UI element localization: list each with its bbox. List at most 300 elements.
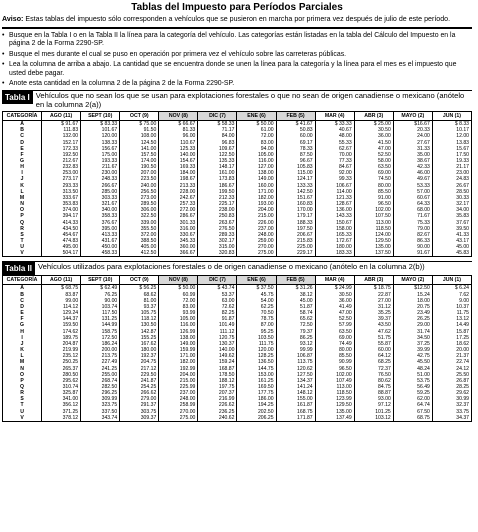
tax-amount-cell: 82.67 (393, 232, 432, 238)
tax-amount-cell: 227.49 (81, 359, 120, 365)
tax-amount-cell: 237.00 (237, 226, 276, 232)
tax-amount-cell: 226.00 (237, 220, 276, 226)
tax-amount-cell: 83.00 (237, 140, 276, 146)
tax-amount-cell: 171.00 (159, 353, 198, 359)
tax-amount-cell: 22.87 (354, 292, 393, 298)
tax-amount-cell: 45.00 (276, 298, 315, 304)
tax-amount-cell: 248.33 (81, 176, 120, 182)
tax-amount-cell: 40.67 (315, 127, 354, 133)
tax-amount-cell: 96.83 (198, 140, 237, 146)
tax-amount-cell: 255.00 (81, 372, 120, 378)
tax-amount-cell: 315.00 (198, 244, 237, 250)
tax-amount-cell: 105.83 (276, 164, 315, 170)
tax-amount-cell: 371.25 (42, 409, 81, 415)
tax-amount-cell: 225.00 (276, 244, 315, 250)
column-header-month: MAYO (2) (393, 276, 432, 285)
tax-amount-cell: 30.33 (432, 195, 471, 201)
tax-amount-cell: 188.33 (276, 220, 315, 226)
category-cell: H (3, 329, 42, 335)
tax-amount-cell: 133.33 (276, 183, 315, 189)
tax-amount-cell: 113.00 (315, 384, 354, 390)
tax-amount-cell: 99.99 (276, 347, 315, 353)
category-cell: U (3, 409, 42, 415)
tax-amount-cell: 88.87 (354, 390, 393, 396)
tax-amount-cell: 431.67 (81, 238, 120, 244)
tax-amount-cell: 101.25 (354, 409, 393, 415)
tax-amount-cell: 36.00 (354, 133, 393, 139)
tax-amount-cell: 254.25 (120, 384, 159, 390)
tax-amount-cell: 137.49 (315, 415, 354, 422)
category-cell: N (3, 201, 42, 207)
tax-amount-cell: 25.50 (432, 372, 471, 378)
tax-amount-cell: 53.37 (198, 292, 237, 298)
tax-amount-cell: 190.50 (120, 164, 159, 170)
column-header-month: NOV (8) (159, 112, 198, 121)
column-header-category: CATEGORÍA (3, 276, 42, 285)
column-header-month: SEPT (10) (81, 112, 120, 121)
tax-amount-cell: 189.75 (42, 335, 81, 341)
tax-amount-cell: 101.67 (81, 127, 120, 133)
category-cell: D (3, 304, 42, 310)
tax-amount-cell: 31.33 (393, 146, 432, 152)
tabla1-table (2, 111, 472, 257)
tax-amount-cell: 63.50 (354, 164, 393, 170)
tax-amount-cell: 495.00 (42, 244, 81, 250)
divider (2, 27, 472, 29)
tax-amount-cell: 35.00 (393, 152, 432, 158)
tax-amount-cell: 259.00 (237, 238, 276, 244)
tax-amount-cell: 65.62 (276, 316, 315, 322)
column-header-month: ABR (3) (354, 112, 393, 121)
tax-amount-cell: 279.00 (120, 396, 159, 402)
tax-amount-cell: 15.67 (432, 146, 471, 152)
tax-amount-cell: 405.00 (120, 244, 159, 250)
table-row (3, 250, 472, 257)
tax-amount-cell: 43.17 (432, 238, 471, 244)
tax-amount-cell: 53.33 (393, 183, 432, 189)
tax-amount-cell: 295.62 (42, 378, 81, 384)
column-header-month: MAR (4) (315, 112, 354, 121)
tax-amount-cell: 154.67 (159, 158, 198, 164)
tax-amount-cell: 12.00 (432, 133, 471, 139)
tax-amount-cell: 171.00 (237, 189, 276, 195)
tax-amount-cell: 55.33 (315, 140, 354, 146)
tax-amount-cell: 256.50 (120, 189, 159, 195)
tax-amount-cell: 197.75 (198, 384, 237, 390)
category-cell: V (3, 250, 42, 257)
tax-amount-cell: 70.00 (315, 152, 354, 158)
tax-amount-cell: 26.67 (432, 183, 471, 189)
tax-amount-cell: 68.75 (393, 415, 432, 422)
tax-amount-cell: 62.67 (315, 146, 354, 152)
tax-amount-cell: 434.50 (42, 226, 81, 232)
category-cell: A (3, 121, 42, 128)
tax-amount-cell: 174.62 (42, 329, 81, 335)
tax-amount-cell: 241.87 (120, 378, 159, 384)
tax-amount-cell: 105.75 (120, 310, 159, 316)
tax-amount-cell: 150.67 (315, 220, 354, 226)
tax-amount-cell: 85.50 (354, 189, 393, 195)
tax-amount-cell: $ 6.24 (432, 285, 471, 292)
tax-amount-cell: 10.17 (432, 127, 471, 133)
tax-amount-cell: 395.00 (81, 226, 120, 232)
table-row (3, 415, 472, 422)
tax-amount-cell: 206.67 (276, 232, 315, 238)
tax-amount-cell: 339.00 (120, 220, 159, 226)
tax-amount-cell: 159.24 (198, 359, 237, 365)
tax-amount-cell: 103.74 (81, 304, 120, 310)
tax-amount-cell: 91.67 (393, 250, 432, 257)
tax-amount-cell: 248.00 (237, 232, 276, 238)
tax-amount-cell: 199.50 (198, 189, 237, 195)
tabla2-table (2, 275, 472, 421)
tax-amount-cell: 143.33 (315, 213, 354, 219)
tax-amount-cell: 32.17 (432, 201, 471, 207)
table-row (3, 285, 472, 292)
tax-amount-cell: 169.50 (237, 384, 276, 390)
category-cell: I (3, 335, 42, 341)
tax-amount-cell: 153.00 (237, 372, 276, 378)
tax-amount-cell: 250.25 (42, 359, 81, 365)
tax-amount-cell: $ 75.00 (120, 121, 159, 128)
tax-amount-cell: 128.25 (237, 353, 276, 359)
category-cell: F (3, 316, 42, 322)
tax-amount-cell: 78.33 (276, 146, 315, 152)
tax-amount-cell: 165.33 (315, 232, 354, 238)
tax-amount-cell: 137.50 (354, 250, 393, 257)
tax-amount-cell: 230.00 (81, 170, 120, 176)
tax-amount-cell: $ 43.74 (198, 285, 237, 292)
tax-amount-cell: 159.50 (42, 322, 81, 328)
tax-amount-cell: 341.00 (42, 396, 81, 402)
tax-amount-cell: 135.00 (315, 409, 354, 415)
tax-amount-cell: 120.00 (237, 347, 276, 353)
tax-amount-cell: 94.00 (237, 146, 276, 152)
tax-amount-cell: 57.00 (393, 189, 432, 195)
tax-amount-cell: 20.33 (393, 127, 432, 133)
tax-amount-cell: 118.50 (315, 390, 354, 396)
tax-amount-cell: 26.87 (432, 378, 471, 384)
tax-amount-cell: 60.67 (393, 195, 432, 201)
tax-amount-cell: 69.00 (354, 170, 393, 176)
tax-amount-cell: 320.83 (198, 250, 237, 257)
tax-amount-cell: 22.74 (432, 359, 471, 365)
tax-amount-cell: 204.87 (42, 341, 81, 347)
tax-amount-cell: 124.17 (276, 176, 315, 182)
tax-amount-cell: 49.67 (393, 176, 432, 182)
tax-amount-cell: 192.37 (120, 353, 159, 359)
tax-amount-cell: 179.17 (276, 213, 315, 219)
tax-amount-cell: 93.99 (159, 310, 198, 316)
tax-amount-cell: 192.99 (159, 366, 198, 372)
column-header-month: NOV (8) (159, 276, 198, 285)
tax-amount-cell: 360.00 (159, 244, 198, 250)
tax-amount-cell: 144.75 (237, 366, 276, 372)
category-cell: G (3, 158, 42, 164)
tax-amount-cell: 204.00 (237, 207, 276, 213)
category-cell: U (3, 244, 42, 250)
tax-amount-cell: 504.17 (42, 250, 81, 257)
tax-amount-cell: 121.33 (315, 195, 354, 201)
tax-amount-cell: $ 31.26 (276, 285, 315, 292)
tax-amount-cell: 30.50 (315, 292, 354, 298)
tax-amount-cell: 184.00 (159, 170, 198, 176)
tabla2-header (2, 261, 472, 275)
tax-amount-cell: 204.75 (120, 359, 159, 365)
tax-amount-cell: 13.12 (432, 316, 471, 322)
tax-amount-cell: 356.12 (42, 402, 81, 408)
tax-amount-cell: 394.17 (42, 213, 81, 219)
tax-amount-cell: 376.67 (81, 220, 120, 226)
tax-amount-cell: 212.67 (42, 158, 81, 164)
tax-amount-cell: $ 68.75 (42, 285, 81, 292)
column-header-month: ENE (6) (237, 276, 276, 285)
tax-amount-cell: 91.50 (120, 127, 159, 133)
tax-amount-cell: 96.00 (159, 133, 198, 139)
tax-amount-cell: 174.00 (120, 158, 159, 164)
table-header-row (3, 112, 472, 121)
tax-amount-cell: 250.83 (198, 213, 237, 219)
tax-amount-cell: 117.50 (81, 310, 120, 316)
tax-amount-cell: 87.50 (276, 152, 315, 158)
column-header-month: DIC (7) (198, 112, 237, 121)
tax-amount-cell: 136.00 (315, 207, 354, 213)
tax-amount-cell: 330.67 (159, 232, 198, 238)
column-header-month: FEB (5) (276, 276, 315, 285)
tax-amount-cell: 101.49 (198, 322, 237, 328)
tax-amount-cell: 140.00 (159, 152, 198, 158)
tax-amount-cell: 105.00 (237, 152, 276, 158)
tax-amount-cell: 225.17 (198, 201, 237, 207)
tax-amount-cell: 102.00 (354, 207, 393, 213)
tax-amount-cell: 79.37 (276, 329, 315, 335)
tax-amount-cell: 270.00 (159, 409, 198, 415)
tax-amount-cell: 47.62 (354, 329, 393, 335)
tax-amount-cell: 388.50 (120, 238, 159, 244)
tax-amount-cell: 42.33 (393, 164, 432, 170)
tax-amount-cell: 72.62 (198, 304, 237, 310)
tax-amount-cell: 131.25 (81, 316, 120, 322)
tax-amount-cell: 52.50 (354, 152, 393, 158)
tax-amount-cell: 289.50 (120, 201, 159, 207)
notice-lead: Aviso: (2, 15, 24, 23)
tax-amount-cell: 130.50 (120, 322, 159, 328)
tax-amount-cell: 116.00 (237, 158, 276, 164)
category-cell: V (3, 415, 42, 422)
tax-amount-cell: 289.33 (198, 232, 237, 238)
tax-amount-cell: 151.67 (276, 195, 315, 201)
tax-amount-cell: 79.00 (393, 226, 432, 232)
category-cell: O (3, 207, 42, 213)
tax-amount-cell: 213.75 (81, 353, 120, 359)
column-header-month: OCT (9) (120, 112, 159, 121)
tax-amount-cell: 27.00 (354, 298, 393, 304)
tax-amount-cell: 81.33 (159, 127, 198, 133)
column-header-month: ABR (3) (354, 276, 393, 285)
tax-amount-cell: 175.00 (81, 152, 120, 158)
tax-amount-cell: 106.87 (276, 353, 315, 359)
tax-amount-cell: 138.33 (81, 140, 120, 146)
tax-amount-cell: 96.67 (276, 158, 315, 164)
page-title: Tablas del Impuesto para Períodos Parciales (131, 2, 343, 13)
tax-amount-cell: 80.62 (354, 378, 393, 384)
tax-amount-cell: 323.75 (81, 402, 120, 408)
tax-amount-cell: 156.67 (81, 146, 120, 152)
column-header-month: ENE (6) (237, 112, 276, 121)
column-header-month: OCT (9) (120, 276, 159, 285)
tax-amount-cell: 57.99 (315, 322, 354, 328)
tax-amount-cell: 135.00 (354, 244, 393, 250)
tax-amount-cell: 270.00 (237, 244, 276, 250)
tax-amount-cell: 366.67 (159, 250, 198, 257)
tax-amount-cell: 158.00 (315, 226, 354, 232)
tax-amount-cell: 268.74 (81, 378, 120, 384)
column-header-month: MAYO (2) (393, 112, 432, 121)
tax-amount-cell: $ 33.33 (315, 121, 354, 128)
tax-amount-cell: 309.99 (81, 396, 120, 402)
category-cell: T (3, 238, 42, 244)
tax-amount-cell: 51.87 (276, 304, 315, 310)
tax-amount-cell: 138.00 (159, 335, 198, 341)
tax-amount-cell: 333.67 (42, 195, 81, 201)
tax-amount-cell: 161.00 (198, 170, 237, 176)
tax-amount-cell: 286.67 (159, 213, 198, 219)
tax-amount-cell: 159.99 (159, 347, 198, 353)
tax-amount-cell: 266.62 (120, 390, 159, 396)
tax-amount-cell: 216.99 (198, 396, 237, 402)
tax-amount-cell: $ 50.00 (159, 285, 198, 292)
tax-amount-cell: 63.00 (198, 298, 237, 304)
tax-amount-cell: 19.33 (432, 158, 471, 164)
tax-amount-cell: 46.00 (393, 170, 432, 176)
tax-amount-cell: 149.00 (237, 176, 276, 182)
tax-amount-cell: 21.17 (432, 164, 471, 170)
tax-amount-cell: 120.75 (198, 335, 237, 341)
tax-amount-cell: 111.83 (42, 127, 81, 133)
column-header-month: AGO (11) (42, 276, 81, 285)
column-header-month: JUN (1) (432, 276, 471, 285)
tabla2-badge: Tabla II (2, 262, 35, 275)
tax-amount-cell: 206.25 (237, 415, 276, 422)
column-header-month: MAR (4) (315, 276, 354, 285)
tax-amount-cell: 69.00 (315, 335, 354, 341)
tax-amount-cell: 29.62 (432, 390, 471, 396)
tax-amount-cell: 454.67 (42, 232, 81, 238)
tax-amount-cell: $ 83.33 (81, 121, 120, 128)
tax-amount-cell: 152.17 (42, 140, 81, 146)
tax-amount-cell: 171.87 (276, 415, 315, 422)
tax-amount-cell: 142.87 (120, 329, 159, 335)
tax-amount-cell: 116.00 (159, 322, 198, 328)
tax-amount-cell: 109.67 (198, 146, 237, 152)
tax-amount-cell: 72.00 (237, 133, 276, 139)
tax-amount-cell: 183.33 (315, 250, 354, 257)
tax-amount-cell: 48.24 (393, 366, 432, 372)
tax-amount-cell: 136.50 (237, 359, 276, 365)
tax-amount-cell: 135.33 (198, 158, 237, 164)
tax-amount-cell: 92.00 (315, 170, 354, 176)
tax-amount-cell: 56.49 (393, 384, 432, 390)
tax-amount-cell: 232.83 (42, 164, 81, 170)
category-cell: B (3, 292, 42, 298)
tax-amount-cell: 18.00 (393, 298, 432, 304)
tax-amount-cell: 103.12 (354, 415, 393, 422)
tax-amount-cell: 17.50 (432, 152, 471, 158)
tax-amount-cell: 340.00 (81, 207, 120, 213)
tax-amount-cell: 198.67 (159, 176, 198, 182)
category-cell: G (3, 322, 42, 328)
tax-amount-cell: 226.62 (198, 402, 237, 408)
tax-amount-cell: 113.00 (354, 220, 393, 226)
tax-amount-cell: 91.87 (198, 316, 237, 322)
notice-text: Estas tablas del impuesto sólo corresponden a vehículos que se pusieron en marcha por primera vez después de julio de este período. (25, 15, 451, 23)
category-cell: N (3, 366, 42, 372)
tax-amount-cell: 91.00 (354, 195, 393, 201)
tax-amount-cell: 273.00 (120, 195, 159, 201)
tax-amount-cell: 186.24 (81, 341, 120, 347)
tax-amount-cell: 358.33 (81, 213, 120, 219)
tax-amount-cell: 132.00 (42, 133, 81, 139)
category-cell: B (3, 127, 42, 133)
tax-amount-cell: 80.00 (315, 347, 354, 353)
tax-amount-cell: 114.00 (315, 189, 354, 195)
tax-amount-cell: 310.74 (42, 384, 81, 390)
tax-amount-cell: 474.83 (42, 238, 81, 244)
tax-amount-cell: 265.37 (42, 366, 81, 372)
tax-amount-cell: 313.50 (42, 189, 81, 195)
tax-amount-cell: 149.00 (159, 341, 198, 347)
tax-amount-cell: 141.24 (276, 384, 315, 390)
tax-amount-cell: 60.99 (159, 292, 198, 298)
tax-amount-cell: $ 41.67 (276, 121, 315, 128)
tax-amount-cell: 107.49 (315, 378, 354, 384)
tax-amount-cell: 81.00 (120, 298, 159, 304)
instruction-item: • Lea la columna de arriba a abajo. La cantidad que se encuentra donde se unen la línea para la categoría y la línea para el mes es el impuesto que usted debe pagar. (2, 61, 472, 78)
tax-amount-cell: 337.50 (81, 409, 120, 415)
tax-amount-cell: 24.12 (432, 366, 471, 372)
tax-amount-cell: 32.37 (432, 402, 471, 408)
category-cell: P (3, 213, 42, 219)
tax-amount-cell: $ 62.49 (81, 285, 120, 292)
tax-amount-cell: 413.33 (81, 232, 120, 238)
category-cell: K (3, 347, 42, 353)
tax-amount-cell: 228.00 (159, 189, 198, 195)
tax-amount-cell: 178.50 (198, 372, 237, 378)
table-row (3, 121, 472, 128)
category-cell: S (3, 232, 42, 238)
tax-amount-cell: 177.75 (237, 390, 276, 396)
tax-amount-cell: 18.62 (432, 341, 471, 347)
tax-amount-cell: 47.00 (315, 310, 354, 316)
tax-amount-cell: 48.00 (315, 133, 354, 139)
tax-amount-cell: 186.67 (198, 183, 237, 189)
tax-amount-cell: 142.50 (276, 189, 315, 195)
tax-amount-cell: 71.17 (198, 127, 237, 133)
tax-amount-cell: 33.75 (432, 409, 471, 415)
tax-amount-cell: 76.50 (354, 372, 393, 378)
tax-amount-cell: 263.67 (198, 220, 237, 226)
tax-amount-cell: 86.33 (393, 238, 432, 244)
tax-amount-cell: 148.17 (198, 164, 237, 170)
tax-amount-cell: 158.75 (81, 329, 120, 335)
tax-amount-cell: 55.87 (354, 341, 393, 347)
tax-amount-cell: 302.17 (198, 238, 237, 244)
tax-amount-cell: 293.33 (42, 183, 81, 189)
tax-amount-cell: 182.00 (237, 195, 276, 201)
tax-amount-cell: 118.50 (354, 226, 393, 232)
tax-amount-cell: 458.33 (81, 250, 120, 257)
tax-amount-cell: 10.37 (432, 304, 471, 310)
